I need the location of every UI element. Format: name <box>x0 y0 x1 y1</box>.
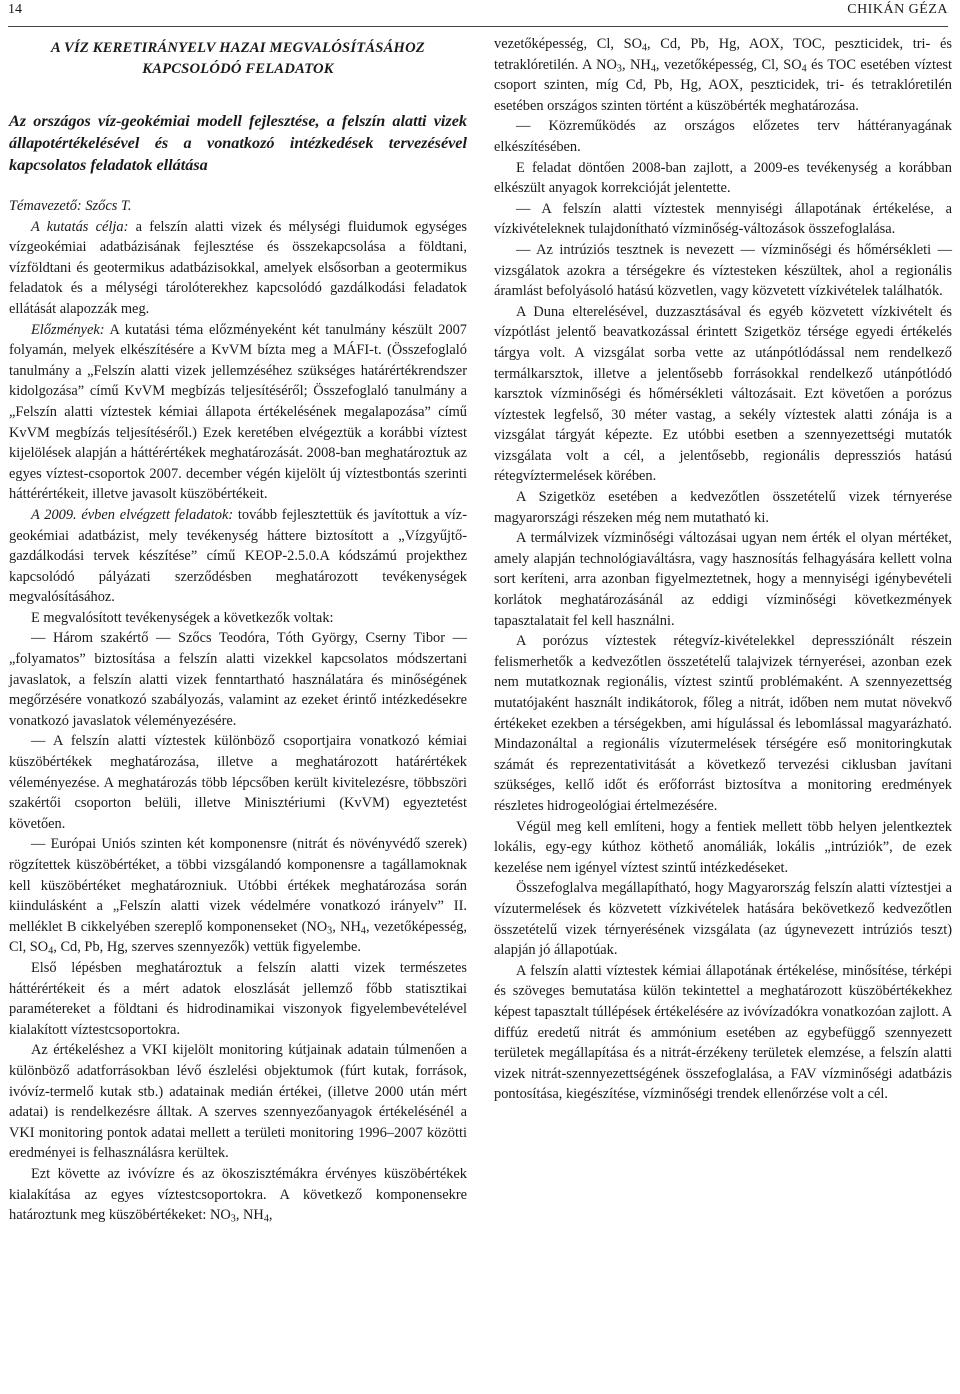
subscript: 4 <box>650 63 656 75</box>
text-run: és TOC esetében víztest csoport szinten, míg Cd, Pb, Hg, AOX, peszticidek, tri- és tetraklóretilén esetében országos szinten történt a küszöbérték meghatározása. <box>494 56 953 114</box>
subscript: 4 <box>263 1213 269 1225</box>
paragraph-decided: E feladat döntően 2008-ban zajlott, a 2009-es tevékenység a korábban elkészült anyagok korrekcióját jelentette. <box>494 159 952 197</box>
paragraph-summary: Összefoglalva megállapítható, hogy Magyarország felszín alatti víztestjei a vízutermelések és közvetett vízkivételek hatására bekövetkező kedvezőtlen összetételű vizek térnyerésének vizsgálata (az úgynevezett intrúziós teszt) alapján jó állapotúak. <box>494 880 952 959</box>
text-run: , Cd, Pb, Hg, AOX, TOC, peszticidek, tri- és tetraklóretilén. A NO <box>494 36 952 73</box>
paragraph-groups: — A felszín alatti víztestek különböző csoportjaira vonatkozó kémiai küszöbértékek meghatározása, illetve a meghatározott határértékek véleményezése. A meghatározás több lépcsőben került kivitelezésre, többszöri szakértői csoporton belüli, illetve Minisztériumi (KvVM) egyeztetést követően. <box>9 733 467 832</box>
subscript: 3 <box>327 925 333 937</box>
paragraph-components-continued <box>494 34 952 116</box>
text-run: , NH <box>235 1207 264 1224</box>
subscript: 4 <box>48 945 54 957</box>
section-title-line-1: A VÍZ KERETIRÁNYELV HAZAI MEGVALÓSÍTÁSÁHOZ <box>51 40 425 56</box>
running-header <box>8 0 948 27</box>
text-run: , Cd, Pb, Hg, szerves szennyezők) vettük figyelembe. <box>53 939 361 956</box>
section-title-line-2: KAPCSOLÓDÓ FELADATOK <box>142 61 334 77</box>
paragraph-threshold-components <box>9 1164 467 1226</box>
aim-text: a felszín alatti vizek és mélységi fluidumok egységes vízgeokémiai adatbázisának fejlesztése és összekapcsolása a földtani, vízföldtani és geotermikus adatbázisokkal, amelyek elsősorban a geotermikus feladatok és a mélységi tárolóterekhez kapcsolódó gazdálkodási feladatok ellátását alapozzák meg. <box>9 218 467 317</box>
text-run: vezetőképesség, Cl, SO <box>494 36 642 52</box>
right-column <box>494 34 952 1105</box>
section-title <box>9 38 467 80</box>
paragraph-experts: — Három szakértő — Szőcs Teodóra, Tóth György, Cserny Tibor — „folyamatos” biztosítása a felszín alatti vizekkel kapcsolatos módszertani javaslatok, a felszín alatti vizek fenntartható használatára és minőségének megőrzésére vonatkozó szabályozás, valamint az ezeket érintő intézkedésekre vonatkozó javaslatok véleményezésére. <box>9 630 467 729</box>
tasks-2009-label: A 2009. évben elvégzett feladatok: <box>31 506 234 523</box>
text-run: , NH <box>621 56 651 73</box>
paragraph-aim <box>9 217 467 320</box>
subscript: 4 <box>642 42 648 54</box>
antecedents-label: Előzmények: <box>31 321 105 338</box>
paragraph-thermal: A termálvizek vízminőségi változásai ugyan nem érték el olyan mértéket, amely alapján technológiaváltásra, vagy hasznosítás felhagyására kellett volna sort keríteni, arra azonban figyelmeztetnek, hogy a mennyiségi igénybevételi korlátok meghatározásánál az eddigi vízminőségi következmények tapasztalatait fel kell használni. <box>494 530 952 629</box>
paragraph-quantity: — A felszín alatti víztestek mennyiségi állapotának értékelése, a vízkivételeknek tulajdonítható vízminőség-változások összefoglalása. <box>494 200 952 238</box>
paragraph-finally: Végül meg kell említeni, hogy a fentiek mellett több helyen jelentkeztek lokális, egy-egy kúthoz köthető anomáliák, lokális „intrúziók”, de ezek kezelése nem igényel víztest szintű intézkedéseket. <box>494 818 952 876</box>
paragraph-danube: A Duna elterelésével, duzzasztásával és egyéb közvetett vízkivételt és vízpótlást jelentő beavatkozással érintett Szigetköz térsége egyedi értékelés tárgya volt. A vizsgálat sorba vette az utánpótlódással nem rendelkező termálkarsztok, illetve a jelentősebb forrásokkal rendelkező utánpótlódó karsztok vízminőségi és hőmérsékleti változásait. Ezt követően a porózus víztestek legfelső, 30 méter vastag, a sekély víztestek alatti zónája is a vizsgálat tárgyát képezte. Ez utóbbi esetben a szennyezettségi mutatók vizsgálata volt a cél, a jelentősebb, regionális depressziós hatású rétegvíztermelések körében. <box>494 303 952 485</box>
paragraph-vki-data: Az értékeléshez a VKI kijelölt monitoring kútjainak adatain túlmenően a különböző adatforrásokban lévő észlelési objektumok (fúrt kutak, források, ivóvíz-termelő kutak stb.) adatainak medián értékei, (illetve 2000 után mért adatai) is rendelkezésre álltak. A szerves szennyezőanyagok értékelésénél a VKI monitoring pontok adatai mellett a területi monitoring 1996–2007 közötti eredményei is felhasználásra kerültek. <box>9 1042 467 1162</box>
page-number: 14 <box>8 2 22 17</box>
text-run: — Európai Uniós szinten két komponensre (nitrát és növényvédő szerek) rögzítettek küszöbértéket, a többi vizsgálandó komponensre a tagállamoknak kell küszöbértéket meghatározniuk. Utóbbi értékek meghatározása során kiindulásként a „Felszín alatti vizek védelmére vonatkozó irányelv” II. melléklet B cikkelyében szereplő komponenseket (NO <box>9 836 467 935</box>
project-leader: Témavezető: Szőcs T. <box>9 198 132 214</box>
text-run: , NH <box>332 918 361 935</box>
text-run: , vezetőképesség, Cl, SO <box>9 918 467 956</box>
text-run: , vezetőképesség, Cl, SO <box>655 56 802 73</box>
running-author: CHIKÁN GÉZA <box>847 2 948 17</box>
paragraph-intrusion: — Az intrúziós tesztnek is nevezett — vízminőségi és hőmérsékleti — vizsgálatok azokra a térségekre és víztesteken készültek, ahol a regionális áramlást befolyásoló hatású közvetlen, vagy közvetett vízkivételek találhatók. <box>494 241 952 300</box>
paragraph-tasks-2009 <box>9 505 467 608</box>
subscript: 4 <box>360 925 366 937</box>
paragraph-porous: A porózus víztestek rétegvíz-kivételekkel depressziónált részein felismerhetők a kedvezőtlen összetételű talajvizek térnyerései, azonban ezek nem mutatkoznak regionális, víztest szintű problémaként. A szennyezettség mutatójaként használt indikátorok, főleg a nitrát, időben nem mutat növekvő értékeket ezekben a térségekben, ami hígulással és lebomlással magyarázható. Mindazonáltal a regionális vízutermelések térségére eső monitoringkutak számát és reprezentativitását a következő tervezési ciklusban javítani szükséges, kellő időt és erőforrást biztosítva a monitoring eredmények részletes hidrogeológiai értelmezésére. <box>494 633 952 814</box>
subscript: 3 <box>230 1213 236 1225</box>
antecedents-text: A kutatási téma előzményeként két tanulmány készült 2007 folyamán, melyek elkészítésére a KvVM bízta meg a MÁFI-t. (Összefoglaló tanulmány a „Felszín alatti vizek jellemzéséhez szükséges határértékrendszer kidolgozása” című KvVM megbízás teljesítéséről; Összefoglaló tanulmány a „Felszín alatti víztestek kémiai állapota értékelésének megalapozása” című KvVM megbízás teljesítéséről.) Ezek keretében elvégeztük a korábbi víztest kijelölések alapján a háttérértékek meghatározását. 2008-ban meghatároztuk az egyes víztest-csoportok 2007. december végén kijelölt új víztestbontás szerinti háttérértékeit, illetve javasolt küszöbértékeit. <box>9 321 467 503</box>
paragraph-chemical-status: A felszín alatti víztestek kémiai állapotának értékelése, minősítése, térképi és szöveges bemutatása külön tekintettel a meghatározott küszöbértékekhez képest tapasztalt túllépések értékelésére az ivóvízadókra vonatkozóan zajlott. A diffúz eredetű nitrát és ammónium esetében az egybefüggő szennyezett területek megállapítása és a nitrát-érzékeny területek elemzése, a felszín alatti vizek nitrát-szennyezettségének összefoglalása, a FAV vízminőségi adatbázis pontosítása, kiegészítése, vízminőségi trendek ellenőrzése volt a cél. <box>494 962 952 1103</box>
paragraph-cooperation: — Közreműködés az országos előzetes terv háttéranyagának elkészítésében. <box>494 118 952 155</box>
text-run: Ezt követte az ivóvízre és az ökoszisztémákra érvényes küszöbértékek kialakítása az egyes víztestcsoportokra. A következő komponensekre határoztunk meg küszöbértékeket: NO <box>9 1165 467 1224</box>
project-title: Az országos víz-geokémiai modell fejlesztése, a felszín alatti vizek állapotértékelésével és a vonatkozó intézkedések tervezésével kapcsolatos feladatok ellátása <box>9 112 467 174</box>
text-run: , <box>268 1207 273 1224</box>
subscript: 4 <box>801 63 807 75</box>
paragraph-first-step: Első lépésben meghatároztuk a felszín alatti vizek természetes háttérértékeit és a mért adatok eloszlását jellemző főbb statisztikai paramétereket a földtani és hidrodinamikai viszonyok figyelembevételével kialakított víztestcsoportokra. <box>9 959 467 1038</box>
paragraph-antecedents <box>9 320 467 505</box>
tasks-2009-text: tovább fejlesztettük és javítottuk a víz-geokémiai adatbázist, mely tevékenység háttere biztosított a „Vízgyűjtő-gazdálkodási tervek készítése” című KEOP-2.5.0.A kódszámú projekthez kapcsolódó pályázati szerződésben meghatározott tevékenységek megvalósításához. <box>9 506 467 606</box>
left-column <box>9 34 467 1226</box>
aim-label: A kutatás célja: <box>31 218 129 235</box>
paragraph-realized: E megvalósított tevékenységek a következők voltak: <box>31 609 334 626</box>
subscript: 3 <box>616 63 622 75</box>
paragraph-eu-thresholds <box>9 834 467 958</box>
paragraph-szigetkoz: A Szigetköz esetében a kedvezőtlen összetételű vizek térnyerése magyarországi részeken még nem mutatható ki. <box>494 489 952 526</box>
